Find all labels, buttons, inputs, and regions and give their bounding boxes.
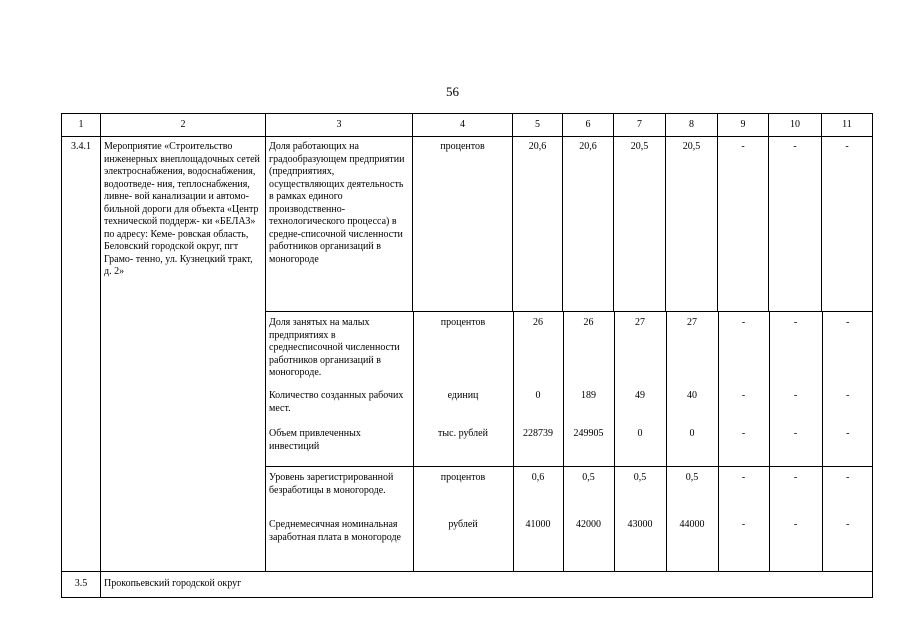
row-number: 3.5 [62, 572, 101, 598]
value-cell: 249905 [563, 428, 614, 466]
col-header: 9 [718, 114, 769, 137]
value-cell: - [718, 137, 769, 312]
indicator-unit: единиц [413, 390, 513, 428]
indicator-unit: рублей [413, 519, 513, 571]
value-cell: 44000 [666, 519, 718, 571]
value-cell: 189 [563, 390, 614, 428]
value-cell: 20,5 [666, 137, 718, 312]
value-cell: - [769, 467, 822, 519]
value-cell: - [769, 312, 822, 390]
indicator-name: Объем привлеченных инвестиций [266, 428, 413, 466]
value-cell: - [769, 519, 822, 571]
page-number: 56 [446, 84, 459, 99]
col-header: 3 [266, 114, 413, 137]
value-cell: 49 [614, 390, 666, 428]
col-header: 5 [513, 114, 563, 137]
value-cell: 43000 [614, 519, 666, 571]
col-header: 8 [666, 114, 718, 137]
indicator-name: Уровень зарегистрированной безработицы в моногороде. [266, 467, 413, 519]
value-cell: 0,5 [614, 467, 666, 519]
indicator-row [266, 467, 873, 519]
table-row [62, 137, 873, 312]
value-cell: 0,5 [666, 467, 718, 519]
value-cell: - [846, 472, 850, 483]
value-cell: 20,6 [563, 137, 614, 312]
indicator-unit: процентов [413, 137, 513, 312]
value-cell: - [718, 428, 769, 466]
indicator-name: Доля работающих на градообразующем предприятии (предприятиях, осуществляющих деятельность в рамках единого производственно-технологического процесса) в средне-списочной численности работников организаций в моногороде [266, 137, 413, 312]
indicator-row [266, 519, 873, 571]
col-header: 7 [614, 114, 666, 137]
indicators-table [61, 113, 873, 598]
value-cell: 42000 [563, 519, 614, 571]
value-cell: 0 [513, 390, 563, 428]
col-header: 10 [769, 114, 822, 137]
value-cell: - [718, 519, 769, 571]
value-cell: - [846, 428, 850, 439]
col-header: 11 [822, 114, 873, 137]
row-number: 3.4.1 [62, 137, 101, 572]
value-cell: 20,5 [614, 137, 666, 312]
value-cell: - [769, 390, 822, 428]
value-cell: 0,6 [513, 467, 563, 519]
section-title: Прокопьевский городской округ [101, 572, 873, 598]
table-row [62, 572, 873, 598]
value-cell: 27 [614, 312, 666, 390]
indicator-row [266, 390, 873, 428]
indicator-name: Количество созданных рабочих мест. [266, 390, 413, 428]
value-cell: - [718, 312, 769, 390]
indicator-name: Среднемесячная номинальная заработная плата в моногороде [266, 519, 413, 571]
value-cell: 0 [614, 428, 666, 466]
value-cell: - [769, 428, 822, 466]
col-header: 1 [62, 114, 101, 137]
value-cell: - [718, 390, 769, 428]
col-header: 2 [101, 114, 266, 137]
value-cell: 27 [666, 312, 718, 390]
indicator-name: Доля занятых на малых предприятиях в среднесписочной численности работников организаций в моногороде. [266, 312, 413, 390]
value-cell: 0 [666, 428, 718, 466]
value-cell: - [846, 390, 850, 401]
value-cell: - [718, 467, 769, 519]
value-cell: 26 [513, 312, 563, 390]
indicator-row [266, 312, 873, 390]
value-cell: - [846, 519, 850, 530]
header-row [62, 114, 873, 137]
value-cell: 40 [666, 390, 718, 428]
col-header: 6 [563, 114, 614, 137]
value-cell: 41000 [513, 519, 563, 571]
indicator-unit: тыс. рублей [413, 428, 513, 466]
indicator-row [266, 428, 873, 466]
value-cell: - [769, 137, 822, 312]
value-cell: - [846, 317, 850, 328]
event-description: Мероприятие «Строительство инженерных внеплощадочных сетей электроснабжения, водоснабжения, водоотведе- ния, теплоснабжения, ливне- вой канализации и автомо- бильной дороги для объекта «Центр технической поддерж- ки «БЕЛАЗ» по адресу: Кеме- ровская область, Беловский городской округ, пгт Грамо- тенно, ул. Кузнецкий тракт, д. 2» [101, 137, 266, 572]
col-header: 4 [413, 114, 513, 137]
value-cell: 20,6 [513, 137, 563, 312]
value-cell: - [822, 137, 873, 312]
indicator-unit: процентов [413, 467, 513, 519]
indicator-unit: процентов [413, 312, 513, 390]
value-cell: 0,5 [563, 467, 614, 519]
value-cell: 228739 [513, 428, 563, 466]
value-cell: 26 [563, 312, 614, 390]
